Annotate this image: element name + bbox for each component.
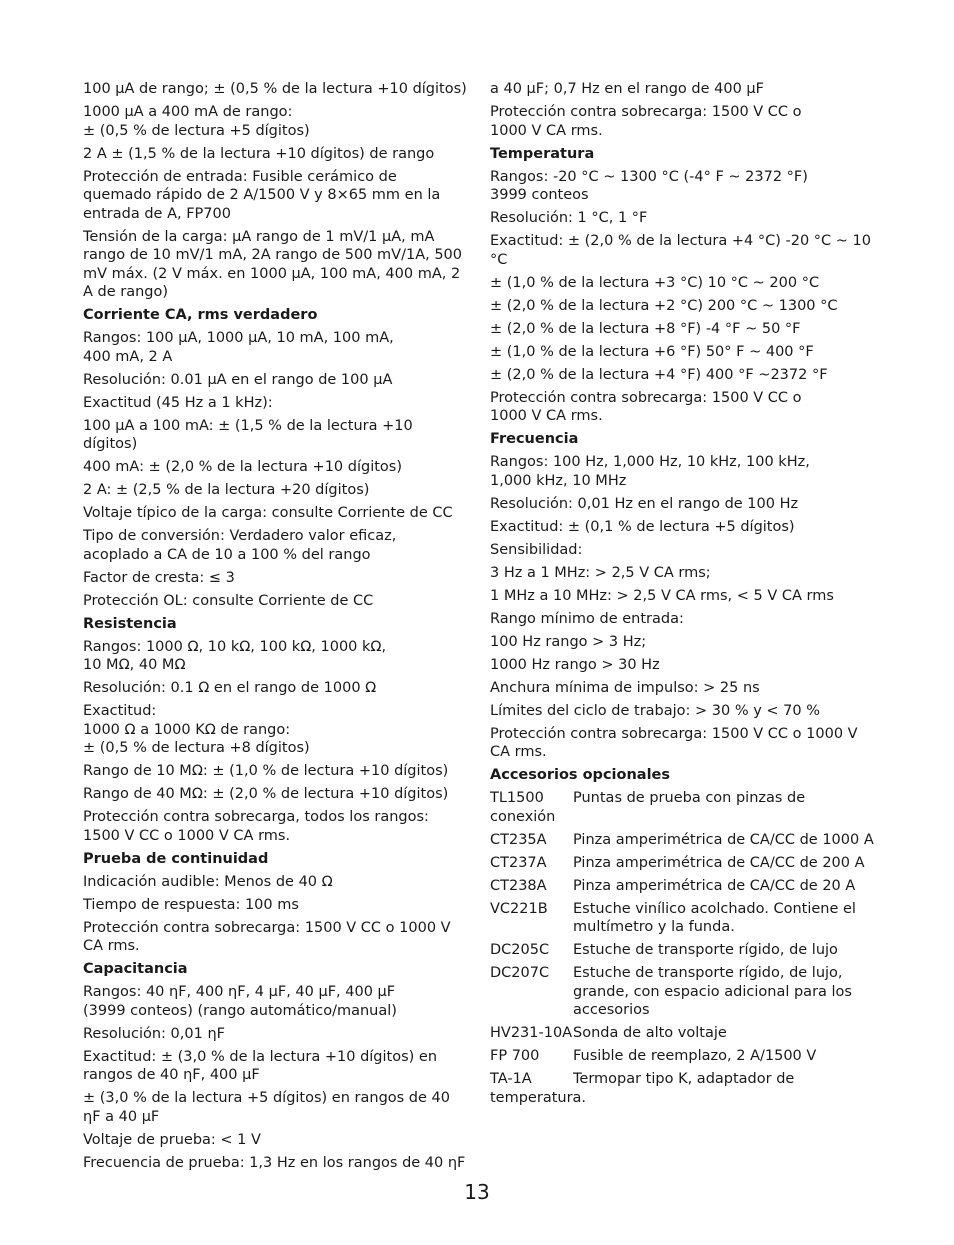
spec-line: 100 µA a 100 mA: ± (1,5 % de la lectura +10 dígitos) — [83, 417, 413, 452]
spec-line: ± (2,0 % de la lectura +2 °C) 200 °C ~ 1300 °C — [490, 297, 838, 314]
spec-line: Factor de cresta: ≤ 3 — [83, 569, 235, 586]
accessory-description: Puntas de prueba con pinzas de conexión — [490, 790, 806, 825]
accessory-item — [490, 964, 875, 1020]
spec-line: ± (3,0 % de la lectura +5 dígitos) en rangos de 40 ηF a 40 µF — [83, 1090, 450, 1125]
spec-line: 3 Hz a 1 MHz: > 2,5 V CA rms; — [490, 564, 711, 581]
accessory-item — [490, 854, 875, 873]
spec-line: 1000 µA a 400 mA de rango: ± (0,5 % de lectura +5 dígitos) — [83, 104, 310, 139]
accessory-item — [490, 941, 875, 960]
accessory-item — [490, 1047, 875, 1066]
section-heading: Accesorios opcionales — [490, 767, 671, 783]
spec-line: Exactitud: ± (3,0 % de la lectura +10 dígitos) en rangos de 40 ηF, 400 µF — [83, 1048, 438, 1083]
accessory-code: DC205C — [490, 942, 550, 958]
spec-line: Voltaje típico de la carga: consulte Corriente de CC — [83, 505, 453, 521]
accessory-description: Pinza amperimétrica de CA/CC de 200 A — [573, 854, 865, 871]
spec-line: Límites del ciclo de trabajo: > 30 % y < 70 % — [490, 702, 821, 719]
accessory-code: DC207C — [490, 965, 550, 981]
accessory-code: TA-1A — [490, 1071, 532, 1087]
spec-line: Rangos: 40 ηF, 400 ηF, 4 µF, 40 µF, 400 µF (3999 conteos) (rango automático/manual) — [83, 984, 397, 1019]
spec-line: Rango de 40 MΩ: ± (2,0 % de lectura +10 dígitos) — [83, 786, 449, 802]
accessory-item — [490, 831, 875, 850]
section-heading: Prueba de continuidad — [83, 850, 269, 867]
spec-line: Exactitud: ± (2,0 % de la lectura +4 °C) -20 °C ~ 10 °C — [490, 233, 871, 268]
spec-line: Anchura mínima de impulso: > 25 ns — [490, 679, 760, 696]
spec-line: 2 A ± (1,5 % de la lectura +10 dígitos) de rango — [83, 145, 435, 162]
accessory-item — [490, 877, 875, 896]
spec-line: Tipo de conversión: Verdadero valor eficaz, acoplado a CA de 10 a 100 % del rango — [83, 528, 397, 563]
accessory-description: Pinza amperimétrica de CA/CC de 20 A — [573, 877, 856, 894]
accessory-code: FP 700 — [490, 1048, 540, 1064]
spec-line: Exactitud (45 Hz a 1 kHz): — [83, 394, 273, 411]
spec-line: ± (2,0 % de la lectura +4 °F) 400 °F ~2372 °F — [490, 366, 828, 383]
spec-line: 400 mA: ± (2,0 % de la lectura +10 dígitos) — [83, 459, 402, 475]
spec-line: Exactitud: 1000 Ω a 1000 KΩ de rango: ± (0,5 % de lectura +8 dígitos) — [83, 703, 310, 756]
accessory-code: CT237A — [490, 854, 547, 871]
accessory-code: CT235A — [490, 831, 547, 848]
section-heading: Corriente CA, rms verdadero — [83, 307, 318, 323]
spec-line: Tiempo de respuesta: 100 ms — [83, 896, 299, 913]
spec-line: 1 MHz a 10 MHz: > 2,5 V CA rms, < 5 V CA rms — [490, 587, 834, 604]
spec-line: 1000 Hz rango > 30 Hz — [490, 656, 660, 673]
section-heading: Temperatura — [490, 145, 595, 162]
spec-line: Resolución: 0.01 µA en el rango de 100 µA — [83, 371, 393, 388]
accessory-code: VC221B — [490, 900, 548, 917]
spec-line: Rangos: 100 µA, 1000 µA, 10 mA, 100 mA, 400 mA, 2 A — [83, 330, 394, 365]
spec-line: Frecuencia de prueba: 1,3 Hz en los rangos de 40 ηF — [83, 1154, 466, 1171]
spec-line: 100 Hz rango > 3 Hz; — [490, 633, 647, 650]
spec-line: Rangos: -20 °C ~ 1300 °C (-4° F ~ 2372 °F) 3999 conteos — [490, 168, 808, 203]
spec-line: Tensión de la carga: µA rango de 1 mV/1 µA, mA rango de 10 mV/1 mA, 2A rango de 500 mV/1A, 500 mV máx. (2 V máx. en 1000 µA, 100 mA, 400 mA, 2 A de rango) — [83, 228, 463, 300]
left-column — [83, 80, 468, 1177]
spec-line: Protección OL: consulte Corriente de CC — [83, 592, 374, 609]
spec-line: Resolución: 0.1 Ω en el rango de 1000 Ω — [83, 680, 377, 696]
right-column — [490, 80, 875, 1112]
spec-line: ± (2,0 % de la lectura +8 °F) -4 °F ~ 50 °F — [490, 320, 801, 337]
spec-line: Protección contra sobrecarga: 1500 V CC o 1000 V CA rms. — [490, 725, 858, 760]
accessory-description: Sonda de alto voltaje — [573, 1025, 727, 1041]
spec-line: Protección contra sobrecarga: 1500 V CC o 1000 V CA rms. — [490, 104, 802, 139]
spec-line: Rango mínimo de entrada: — [490, 610, 684, 627]
spec-line: 100 µA de rango; ± (0,5 % de la lectura +10 dígitos) — [83, 81, 467, 97]
spec-line: Protección de entrada: Fusible cerámico de quemado rápido de 2 A/1500 V y 8×65 mm en la entrada de A, FP700 — [83, 168, 441, 222]
spec-line: Protección contra sobrecarga, todos los rangos: 1500 V CC o 1000 V CA rms. — [83, 809, 429, 844]
accessory-description: Estuche vinílico acolchado. Contiene el multímetro y la funda. — [573, 900, 856, 935]
spec-line: Rangos: 100 Hz, 1,000 Hz, 10 kHz, 100 kHz, 1,000 kHz, 10 MHz — [490, 454, 810, 489]
accessory-item — [490, 1024, 875, 1043]
spec-line: a 40 µF; 0,7 Hz en el rango de 400 µF — [490, 81, 764, 97]
spec-line: Protección contra sobrecarga: 1500 V CC o 1000 V CA rms. — [83, 919, 451, 954]
spec-line: 2 A: ± (2,5 % de la lectura +20 dígitos) — [83, 482, 370, 498]
spec-line: ± (1,0 % de la lectura +6 °F) 50° F ~ 400 °F — [490, 343, 814, 360]
accessory-code: CT238A — [490, 877, 547, 894]
page-number: 13 — [464, 1180, 490, 1204]
accessory-description: Estuche de transporte rígido, de lujo, grande, con espacio adicional para los accesorios — [573, 965, 852, 1018]
accessory-code: TL1500 — [490, 790, 544, 806]
spec-line: Voltaje de prueba: < 1 V — [83, 1131, 261, 1148]
accessory-item — [490, 789, 875, 826]
spec-line: Protección contra sobrecarga: 1500 V CC o 1000 V CA rms. — [490, 389, 802, 424]
section-heading: Resistencia — [83, 615, 177, 632]
accessory-description: Termopar tipo K, adaptador de temperatura. — [490, 1071, 795, 1106]
accessory-description: Pinza amperimétrica de CA/CC de 1000 A — [573, 831, 874, 848]
spec-line: ± (1,0 % de la lectura +3 °C) 10 °C ~ 200 °C — [490, 274, 820, 291]
section-heading: Capacitancia — [83, 961, 188, 977]
accessory-item — [490, 1070, 875, 1107]
spec-line: Indicación audible: Menos de 40 Ω — [83, 873, 333, 890]
spec-line: Rango de 10 MΩ: ± (1,0 % de lectura +10 dígitos) — [83, 763, 449, 779]
section-heading: Frecuencia — [490, 431, 579, 447]
spec-line: Exactitud: ± (0,1 % de lectura +5 dígitos) — [490, 518, 795, 535]
spec-line: Resolución: 0,01 ηF — [83, 1025, 225, 1042]
spec-line: Resolución: 1 °C, 1 °F — [490, 210, 648, 226]
spec-line: Rangos: 1000 Ω, 10 kΩ, 100 kΩ, 1000 kΩ, 10 MΩ, 40 MΩ — [83, 638, 387, 673]
accessory-description: Estuche de transporte rígido, de lujo — [573, 942, 838, 958]
spec-line: Sensibilidad: — [490, 541, 583, 558]
accessory-item — [490, 900, 875, 937]
accessory-description: Fusible de reemplazo, 2 A/1500 V — [573, 1048, 817, 1064]
accessory-code: HV231-10A — [490, 1025, 573, 1041]
spec-line: Resolución: 0,01 Hz en el rango de 100 Hz — [490, 495, 799, 512]
